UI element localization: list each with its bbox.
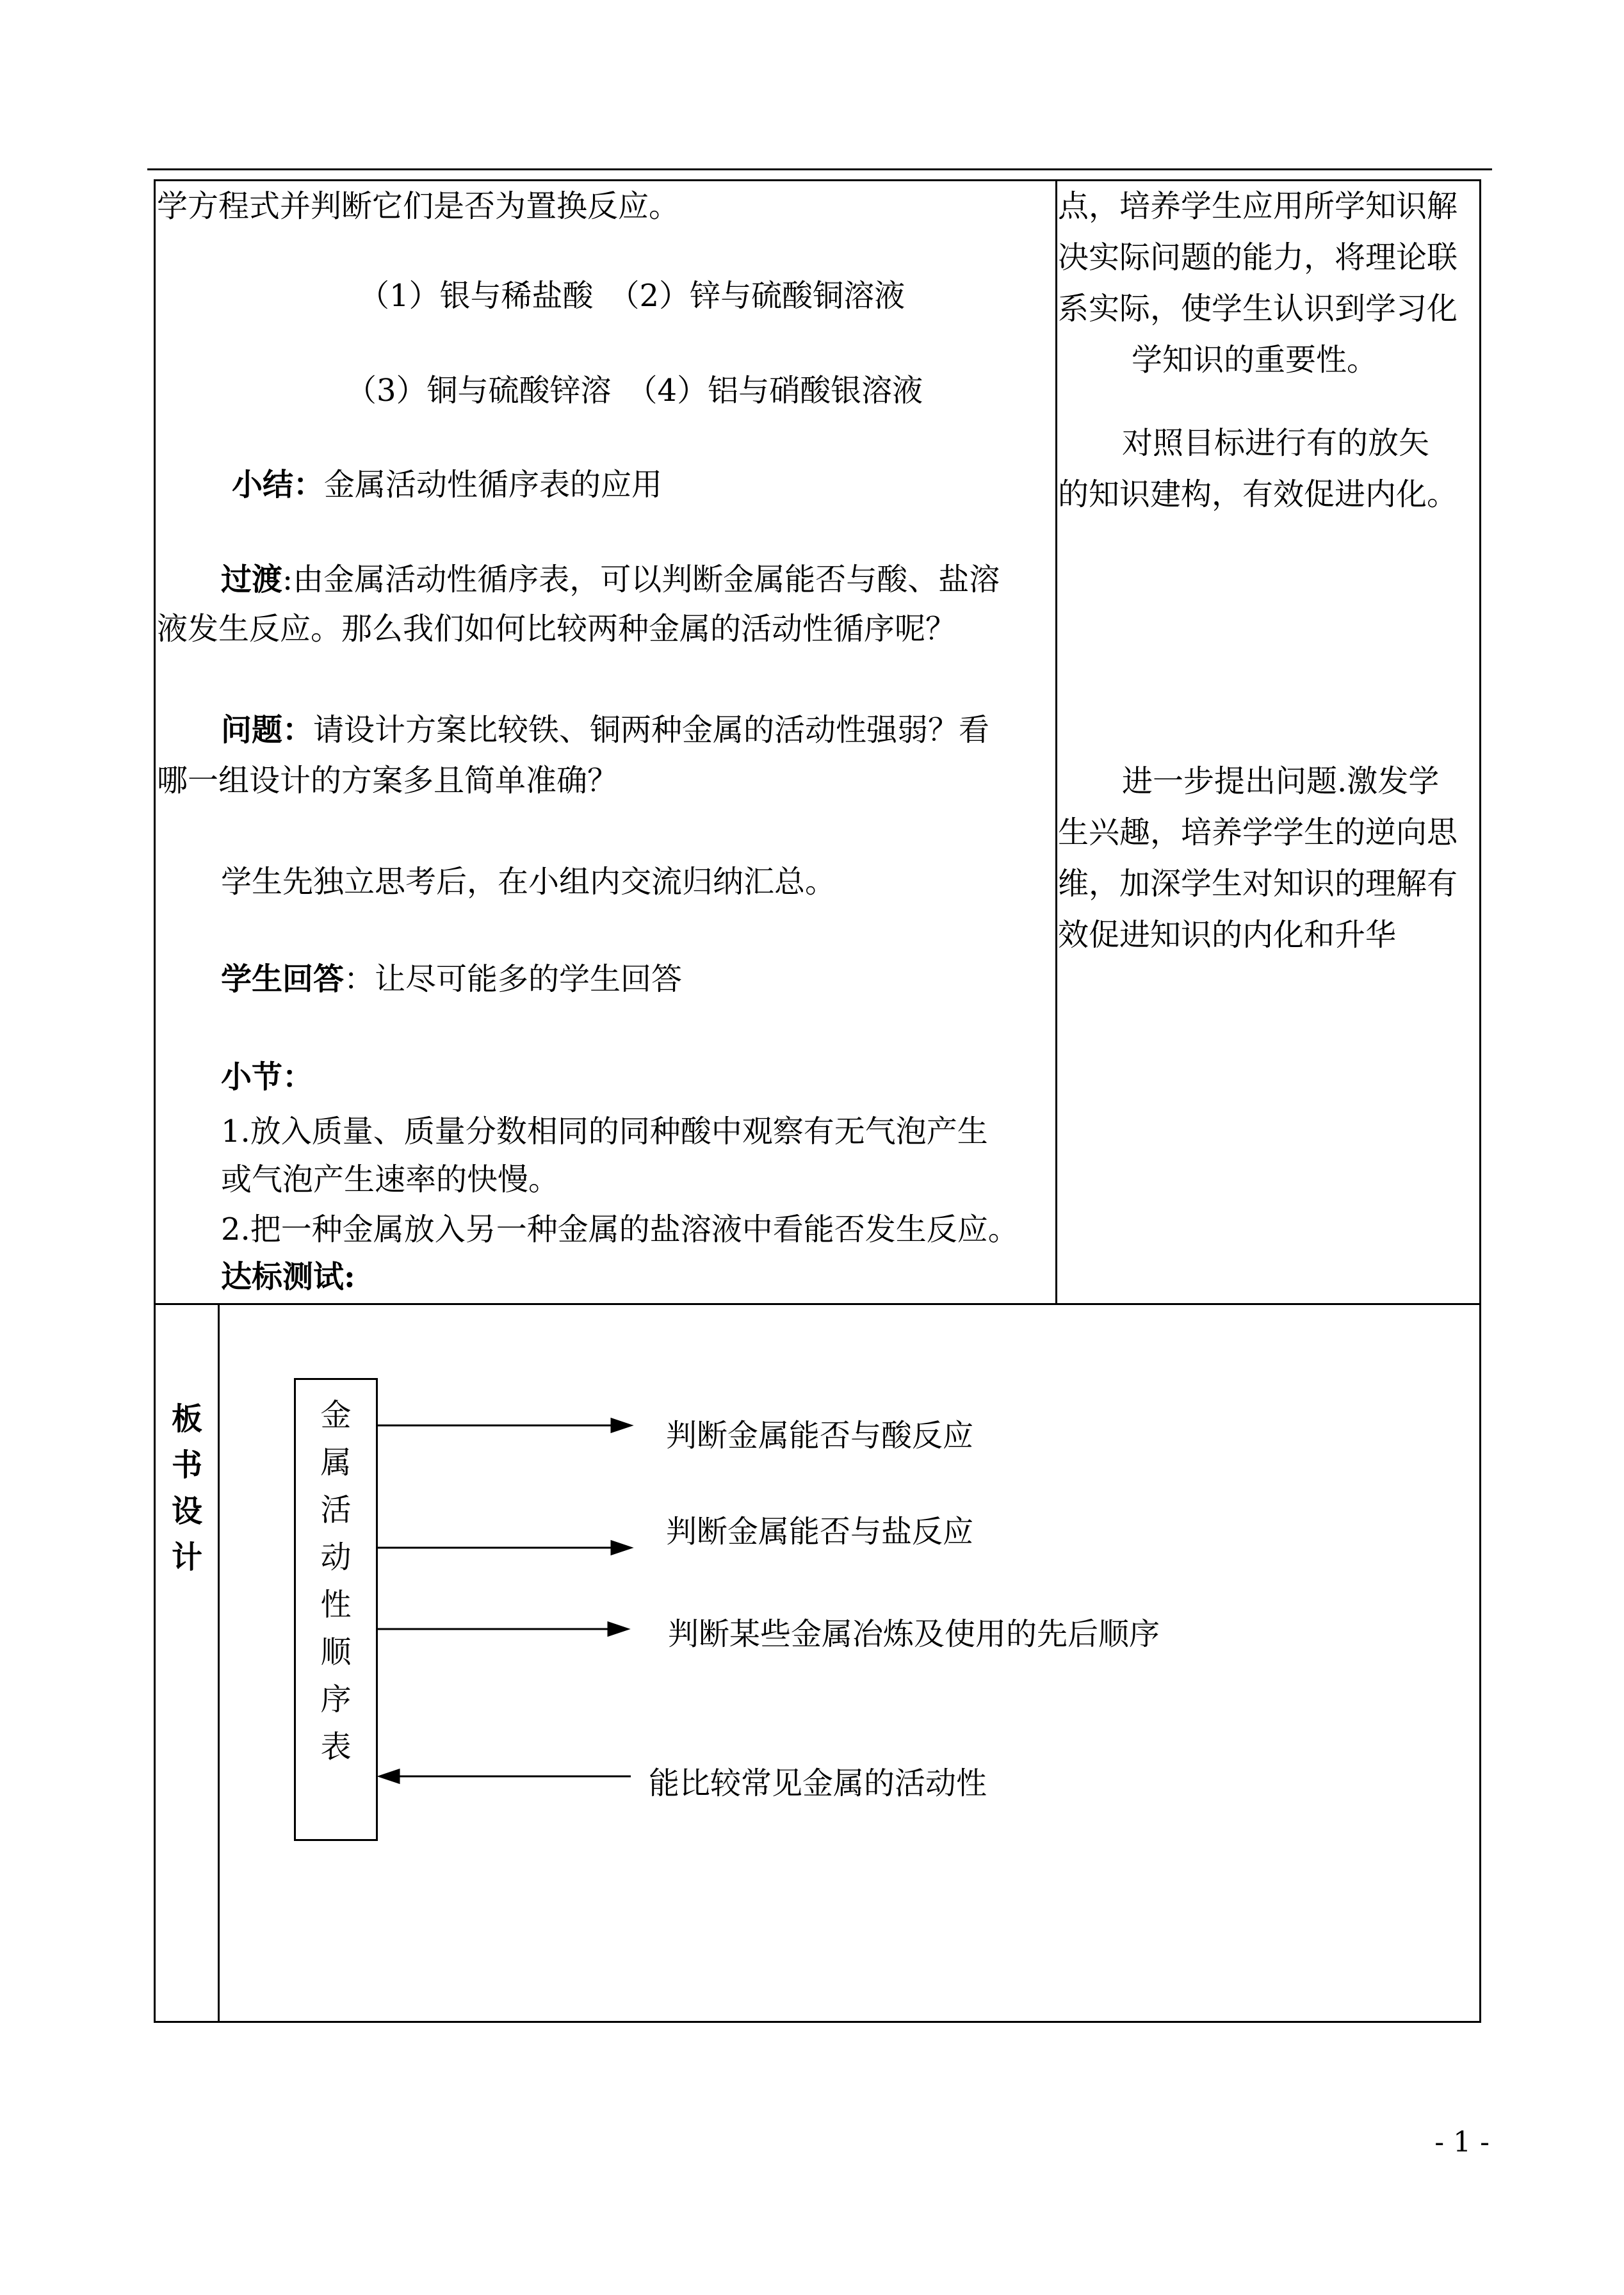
right-para-1-line-2: 决实际问题的能力，将理论联 bbox=[1058, 239, 1458, 275]
right-para-2-line-1: 对照目标进行有的放矢 bbox=[1122, 425, 1430, 461]
board-label-char: 板 bbox=[171, 1401, 202, 1437]
right-para-1-line-3: 系实际，使学生认识到学习化 bbox=[1058, 291, 1458, 327]
point-1b: 或气泡产生速率的快慢。 bbox=[221, 1162, 560, 1197]
point-1a: 1.放入质量、质量分数相同的同种酸中观察有无气泡产生 bbox=[221, 1114, 988, 1149]
arrow-1-label: 判断金属能否与酸反应 bbox=[666, 1418, 974, 1454]
items-row-1: （1）银与稀盐酸 （2）锌与硫酸铜溶液 bbox=[359, 278, 905, 314]
label-column-divider bbox=[218, 1303, 220, 2023]
right-para-2-line-2: 的知识建构，有效促进内化。 bbox=[1058, 476, 1458, 512]
board-label-char: 书 bbox=[171, 1447, 202, 1483]
board-label-char: 设 bbox=[171, 1493, 202, 1529]
answer-label: 学生回答 bbox=[221, 961, 345, 997]
right-para-2 bbox=[1058, 418, 1481, 520]
arrow-2-label: 判断金属能否与盐反应 bbox=[666, 1514, 974, 1550]
items-row-2: （3）铜与硫酸锌溶 （4）铝与硝酸银溶液 bbox=[346, 373, 923, 409]
question-label: 问题： bbox=[221, 712, 314, 748]
transition-text-1: :由金属活动性循序表，可以判断金属能否与酸、盐溶 bbox=[282, 562, 1000, 597]
summary-label: 小结： bbox=[232, 467, 325, 503]
section-label: 小节： bbox=[221, 1059, 314, 1095]
row-divider bbox=[154, 1303, 1481, 1305]
question-line-2: 哪一组设计的方案多且简单准确？ bbox=[157, 763, 619, 799]
right-para-3-line-4: 效促进知识的内化和升华 bbox=[1058, 917, 1397, 953]
board-design-label bbox=[168, 1396, 206, 1580]
activity-series-box bbox=[294, 1378, 378, 1841]
right-para-1-line-4: 学知识的重要性。 bbox=[1132, 342, 1378, 378]
question-line-1 bbox=[221, 710, 989, 750]
right-para-1 bbox=[1058, 181, 1481, 385]
box-char: 序 bbox=[320, 1682, 352, 1717]
header-rule bbox=[147, 168, 1492, 170]
transition-line-1 bbox=[221, 559, 1000, 600]
summary-text: 金属活动性循序表的应用 bbox=[324, 467, 663, 503]
right-para-3-line-3: 维，加深学生对知识的理解有 bbox=[1058, 866, 1458, 902]
right-para-1-line-1: 点，培养学生应用所学知识解 bbox=[1058, 188, 1458, 224]
box-char: 性 bbox=[320, 1587, 352, 1623]
box-char: 金 bbox=[320, 1397, 352, 1433]
board-label-char: 计 bbox=[171, 1539, 202, 1575]
box-char: 顺 bbox=[320, 1634, 352, 1670]
students-think: 学生先独立思考后，在小组内交流归纳汇总。 bbox=[221, 864, 836, 900]
summary bbox=[232, 464, 662, 505]
answer-text: ：让尽可能多的学生回答 bbox=[344, 961, 683, 997]
student-answer bbox=[221, 959, 682, 1000]
right-para-3 bbox=[1058, 756, 1481, 961]
point-2: 2.把一种金属放入另一种金属的盐溶液中看能否发生反应。 bbox=[221, 1212, 1019, 1247]
box-char: 活 bbox=[320, 1492, 352, 1528]
right-para-3-line-2: 生兴趣，培养学学生的逆向思 bbox=[1058, 815, 1458, 850]
page-number: - 1 - bbox=[1434, 2126, 1490, 2159]
arrow-4-label: 能比较常见金属的活动性 bbox=[649, 1765, 987, 1801]
box-char: 动 bbox=[320, 1539, 352, 1575]
box-char: 表 bbox=[320, 1729, 352, 1765]
box-char: 属 bbox=[320, 1445, 352, 1480]
arrow-3-label: 判断某些金属冶炼及使用的先后顺序 bbox=[668, 1616, 1160, 1652]
test-label: 达标测试: bbox=[221, 1259, 355, 1295]
transition-line-2: 液发生反应。那么我们如何比较两种金属的活动性循序呢？ bbox=[157, 611, 957, 647]
question-text-1: 请设计方案比较铁、铜两种金属的活动性强弱？看 bbox=[313, 712, 990, 748]
right-para-3-line-1: 进一步提出问题.激发学 bbox=[1122, 763, 1440, 799]
column-divider bbox=[1055, 179, 1057, 1304]
equation-instruction: 学方程式并判断它们是否为置换反应。 bbox=[157, 188, 680, 224]
transition-label: 过渡 bbox=[221, 562, 283, 597]
